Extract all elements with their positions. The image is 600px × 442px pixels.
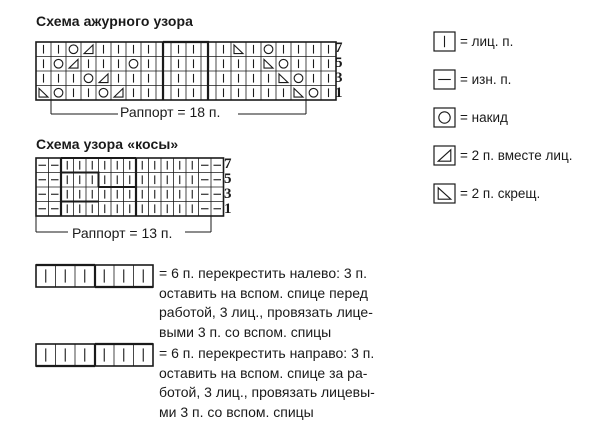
chart1-cell-crossed-symbol (279, 74, 288, 83)
cable-right-text: = 6 п. перекрестить направо: 3 п. оставить на вспом. спице за ра- ботой, 3 лиц., провязать лицевы- ми 3 п. со вспом. спицы (159, 345, 375, 420)
chart1-cell-crossed-symbol (234, 45, 243, 54)
chart1-cell-yarn-over-symbol (279, 59, 288, 68)
legend-purl-text: = изн. п. (460, 72, 512, 87)
chart2-row-number-5: 5 (224, 171, 232, 187)
legend-k2tog-text: = 2 п. вместе лиц. (460, 148, 573, 163)
chart1-title: Схема ажурного узора (36, 13, 194, 29)
cable-left-outline (36, 265, 153, 287)
chart1-cell-k2tog-symbol (84, 45, 93, 54)
chart2-row-number-7: 7 (224, 156, 232, 172)
chart1-cell-crossed-symbol (294, 88, 303, 97)
chart1-row-number-3: 3 (335, 70, 343, 86)
chart1-cell-yarn-over-symbol (54, 59, 63, 68)
legend-k2tog-icon (438, 150, 451, 161)
cable-right-outline (36, 344, 153, 366)
chart1-cell-yarn-over-symbol (294, 74, 303, 83)
legend-crossed-icon (438, 188, 451, 199)
chart2-title: Схема узора «косы» (36, 136, 179, 152)
legend-crossed-text: = 2 п. скрещ. (460, 186, 541, 201)
chart2-row-number-1: 1 (224, 201, 232, 217)
legend-yarn-over-icon (439, 112, 450, 123)
chart1-cell-k2tog-symbol (99, 74, 108, 83)
chart2-row-number-3: 3 (224, 186, 232, 202)
chart1-cell-k2tog-symbol (114, 88, 123, 97)
chart1-row-number-7: 7 (335, 40, 343, 56)
cable-left-text: = 6 п. перекрестить налево: 3 п. оставить на вспом. спице перед работой, 3 лиц., провязать лице- выми 3 п. со вспом. спицы (159, 265, 373, 340)
legend-yarn-over-icon-box (434, 108, 455, 127)
legend-yarn-over-text: = накид (460, 110, 508, 125)
chart1-row-number-5: 5 (335, 55, 343, 71)
chart1-cell-yarn-over-symbol (69, 45, 78, 54)
chart1-cell-yarn-over-symbol (84, 74, 93, 83)
chart1-repeat-label: Раппорт = 18 п. (120, 104, 221, 120)
chart1-cell-crossed-symbol (39, 88, 48, 97)
chart1-cell-yarn-over-symbol (264, 45, 273, 54)
legend-knit-text: = лиц. п. (460, 34, 514, 49)
chart1-cell-crossed-symbol (264, 59, 273, 68)
chart1-cell-yarn-over-symbol (309, 88, 318, 97)
chart1-cell-yarn-over-symbol (54, 88, 63, 97)
chart1-row-number-1: 1 (335, 85, 343, 101)
chart1-cell-yarn-over-symbol (129, 59, 138, 68)
chart1-cell-yarn-over-symbol (99, 88, 108, 97)
chart2-repeat-label: Раппорт = 13 п. (72, 225, 173, 241)
chart1-cell-k2tog-symbol (69, 59, 78, 68)
